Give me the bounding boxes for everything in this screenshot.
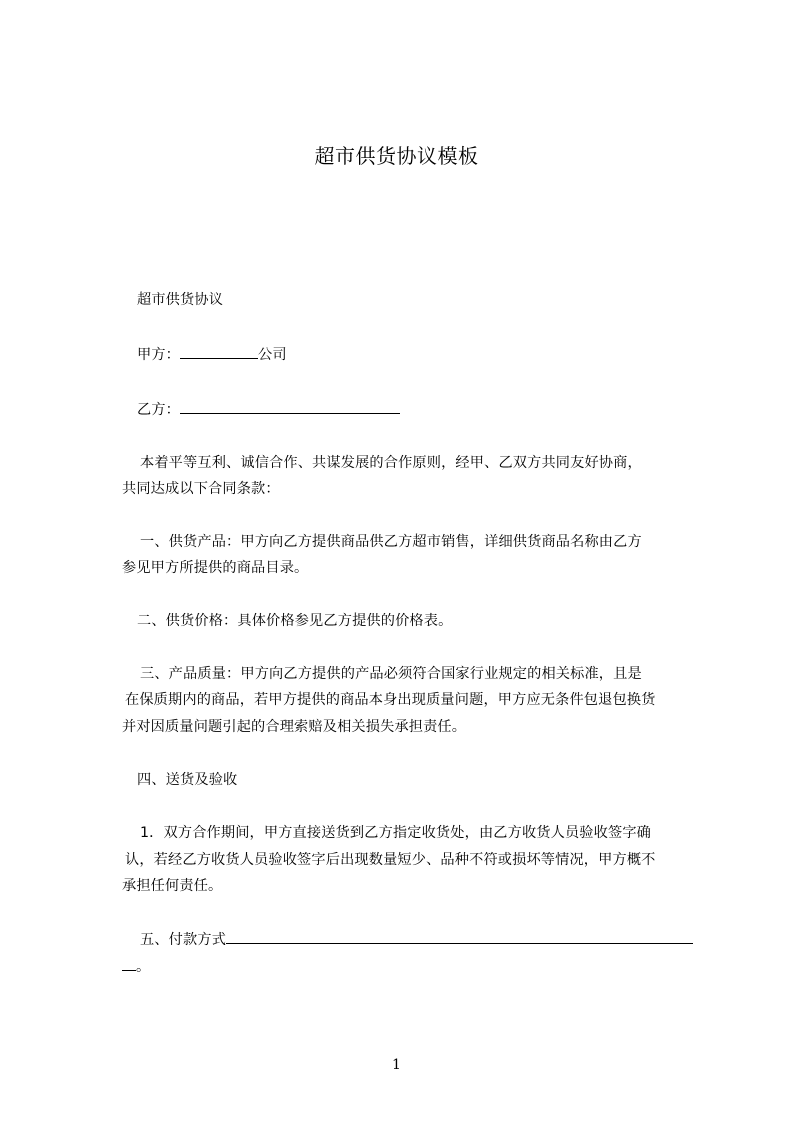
agreement-subtitle: 超市供货协议 — [137, 292, 224, 308]
clause-3-line-2: 在保质期内的商品，若甲方提供的商品本身出现质量问题，甲方应无条件包退包换货 — [125, 692, 656, 708]
clause-1-line-1: 一、供货产品：甲方向乙方提供商品供乙方超市销售，详细供货商品名称由乙方 — [140, 534, 642, 550]
party-b-blank — [180, 399, 400, 414]
party-b-label: 乙方： — [137, 402, 181, 418]
intro-line-1: 本着平等互利、诚信合作、共谋发展的合作原则，经甲、乙双方共同友好协商， — [140, 455, 642, 471]
clause-4-item-1-line-1: 1．双方合作期间，甲方直接送货到乙方指定收货处，由乙方收货人员验收签字确 — [140, 825, 651, 841]
clause-4-heading: 四、送货及验收 — [137, 772, 238, 788]
intro-line-2: 共同达成以下合同条款： — [122, 481, 280, 497]
clause-5-end: 。 — [136, 959, 151, 975]
clause-2-line-1: 二、供货价格：具体价格参见乙方提供的价格表。 — [137, 613, 453, 629]
document-title: 超市供货协议模板 — [314, 144, 479, 168]
party-a-suffix: 公司 — [258, 347, 287, 363]
clause-4-item-1-line-2: 认，若经乙方收货人员验收签字后出现数量短少、品种不符或损坏等情况，甲方概不 — [125, 852, 656, 868]
party-b-line — [137, 399, 400, 420]
clause-4-item-1-line-3: 承担任何责任。 — [122, 878, 223, 894]
party-a-label: 甲方： — [137, 347, 181, 363]
clause-1-line-2: 参见甲方所提供的商品目录。 — [122, 560, 309, 576]
clause-3-line-1: 三、产品质量：甲方向乙方提供的产品必须符合国家行业规定的相关标准，且是 — [140, 666, 642, 682]
party-a-blank — [180, 344, 258, 359]
clause-5-heading: 五、付款方式 — [140, 932, 227, 948]
payment-method-blank-continued — [122, 956, 136, 971]
clause-3-line-3: 并对因质量问题引起的合理索赔及相关损失承担责任。 — [122, 719, 467, 735]
clause-5-line-2 — [122, 956, 150, 977]
clause-5-line-1 — [140, 929, 693, 950]
party-a-line — [137, 344, 287, 365]
payment-method-blank — [226, 929, 693, 944]
page-number: 1 — [392, 1057, 401, 1073]
